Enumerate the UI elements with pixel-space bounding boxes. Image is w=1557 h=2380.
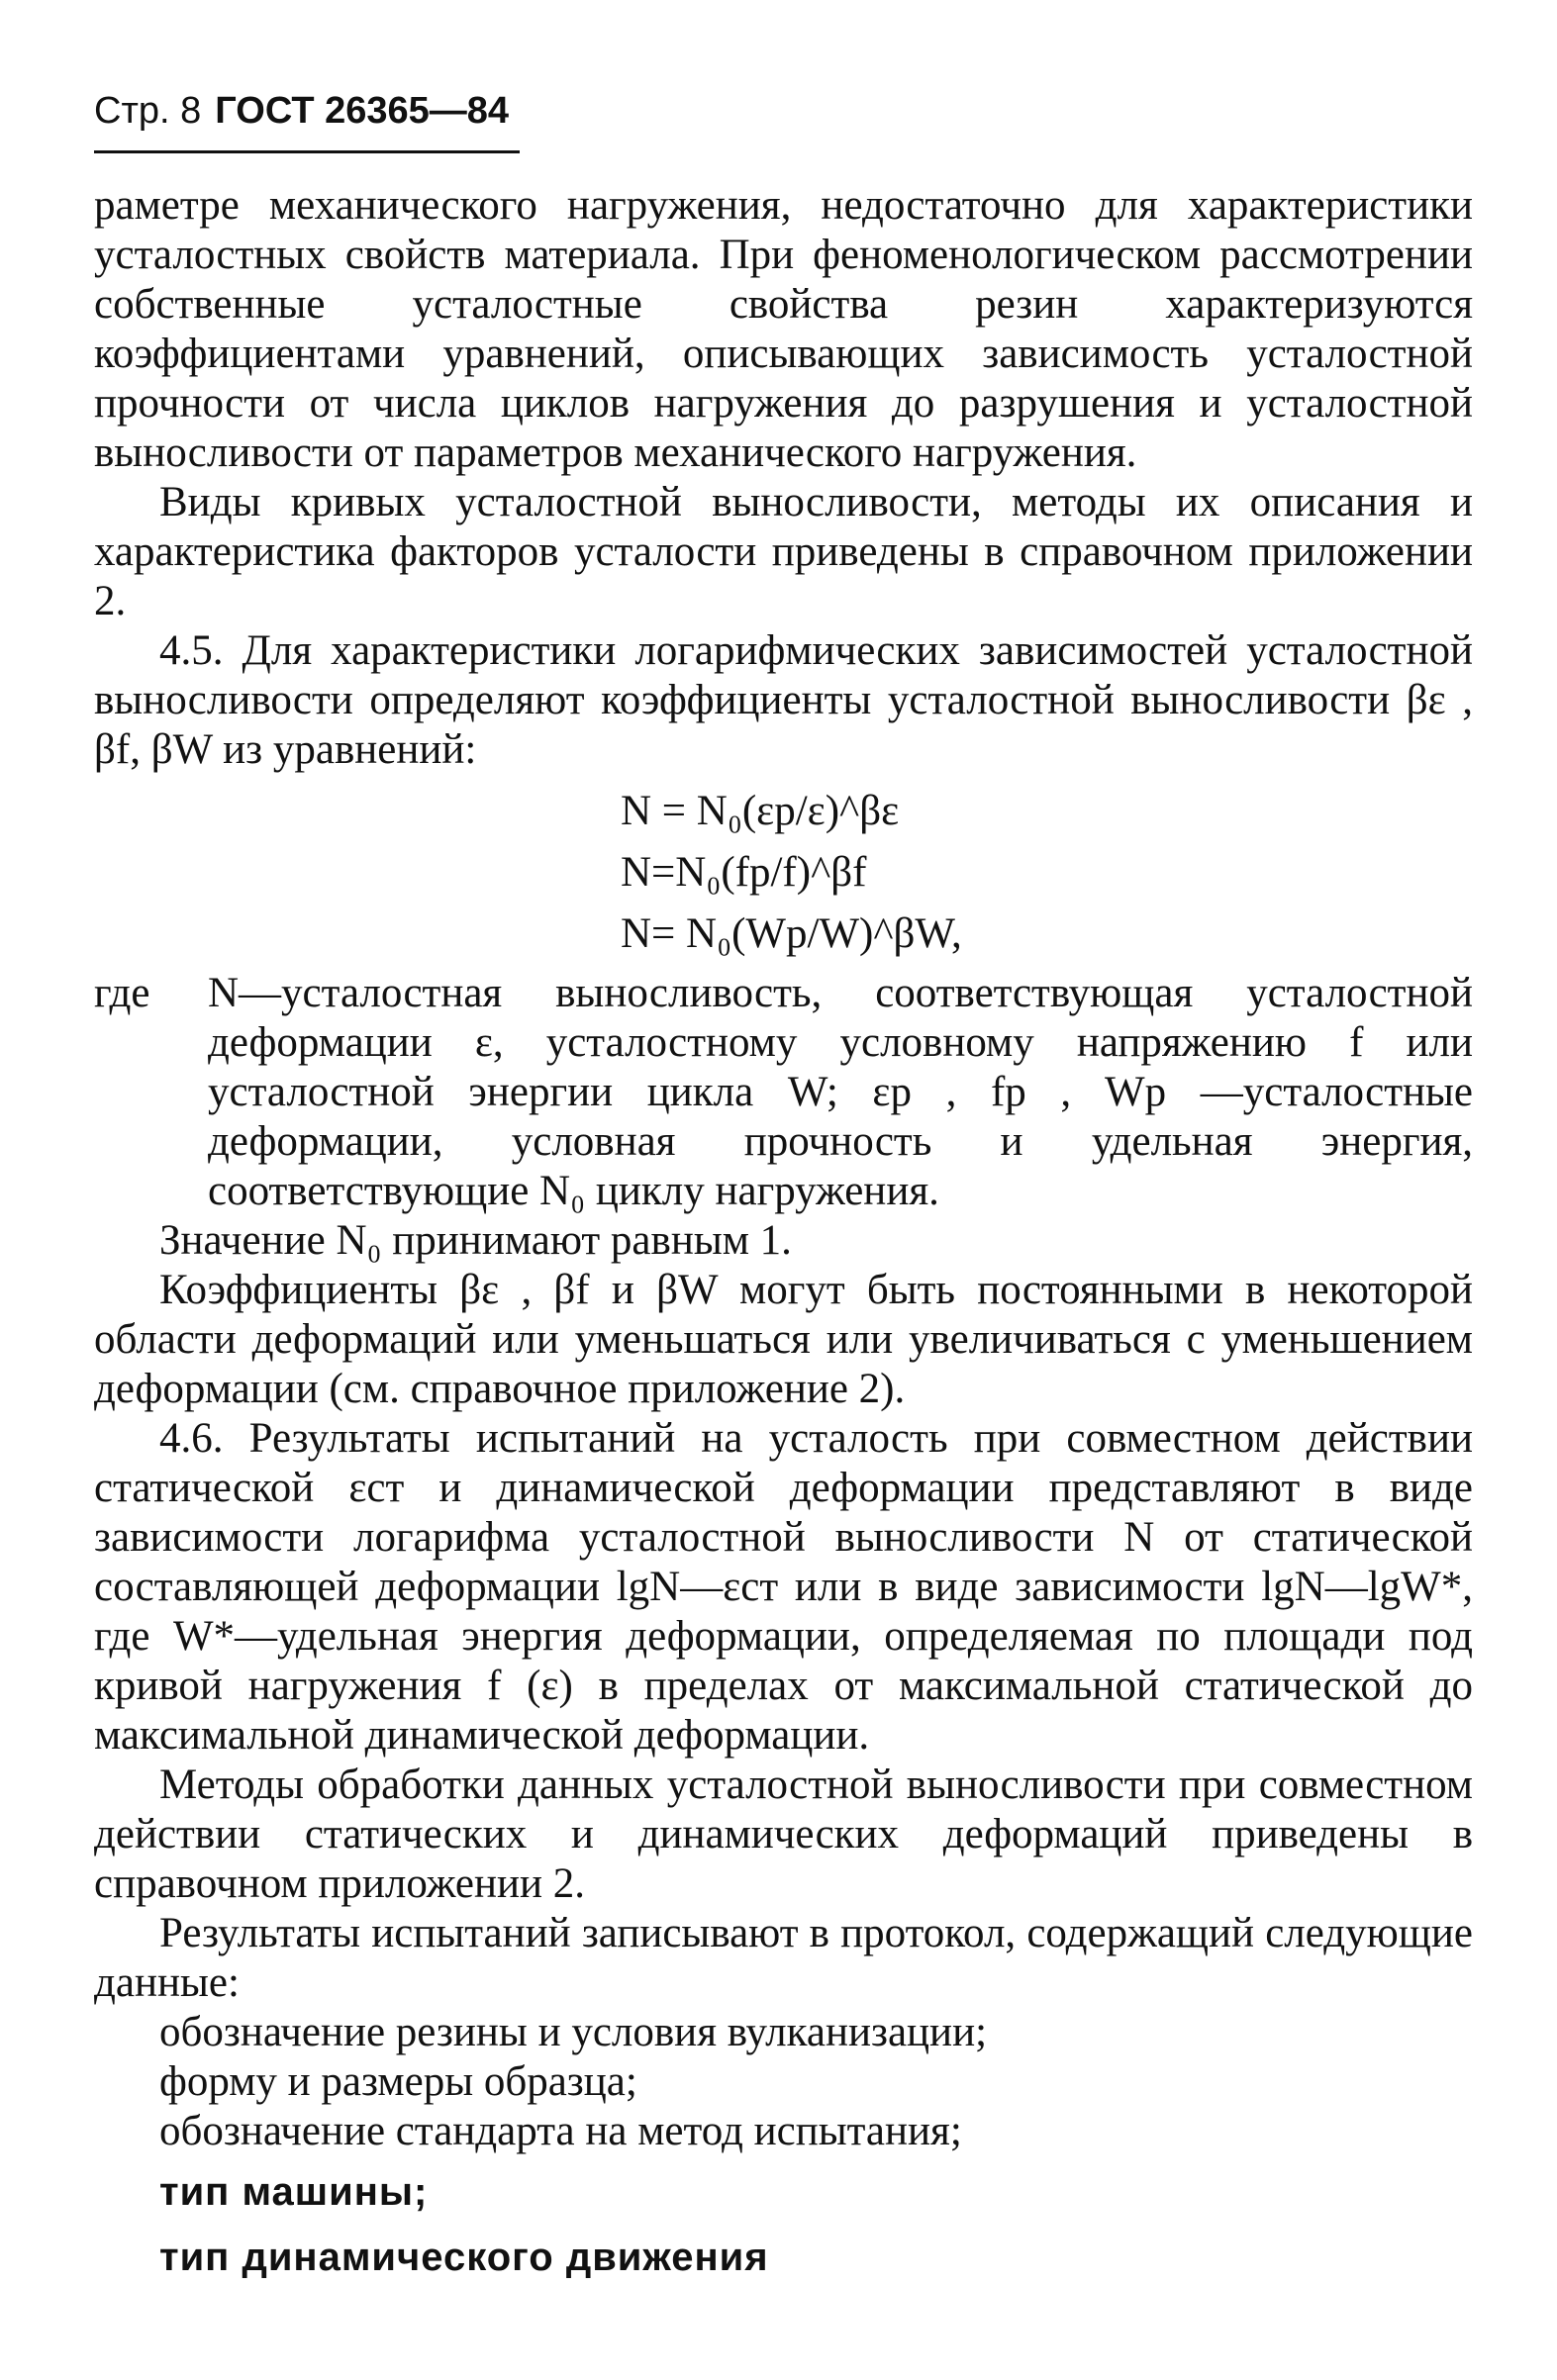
standard-number: ГОСТ 26365—84 [215,90,510,132]
list-item: обозначение резины и условия вулканизации; [159,2009,988,2055]
list-item: форму и размеры образца; [159,2058,637,2105]
paragraph-coefficients: Коэффициенты βε , βf и βW могут быть постоянными в некоторой области деформаций или уменьшаться или увеличиваться с уменьшением деформации (см. справочное приложение 2). [94,1267,1473,1412]
list-item: тип машины; [159,2170,429,2214]
where-definitions [94,969,1473,1216]
paragraph-processing-methods: Методы обработки данных усталостной выносливости при совместном действии статических и динамических деформаций приведены в справочном приложении 2. [94,1761,1473,1907]
where-text: N—усталостная выносливость, соответствующая усталостной деформации ε, усталостному условному напряжению f или усталостной энергии цикла W; εp , fp , Wp —усталостные деформации, условная прочность и удельная энергия, соответствующие N₀ циклу нагружения. [208,970,1473,1214]
paragraph-continuation: раметре механического нагружения, недостаточно для характеристики усталостных свойств материала. При феноменологическом рассмотрении собственные усталостные свойства резин характеризуются коэффициентами уравнений, описывающих зависимость усталостной прочности от числа циклов нагружения до разрушения и усталостной выносливости от параметров механического нагружения. [94,182,1473,476]
page-number: Стр. 8 [94,90,202,132]
equation-stress: N=N₀(fp/f)^βf [621,849,867,896]
where-label: где [94,970,150,1016]
list-item: обозначение стандарта на метод испытания; [159,2108,962,2154]
paragraph-fatigue-curves: Виды кривых усталостной выносливости, методы их описания и характеристика факторов усталости приведены в справочном приложении 2. [94,479,1473,624]
list-item: тип динамического движения [159,2236,769,2279]
paragraph-protocol: Результаты испытаний записывают в протокол, содержащий следующие данные: [94,1910,1473,2006]
equations-block [94,781,1473,965]
equation-strain: N = N₀(εp/ε)^βε [621,788,900,834]
equation-energy: N= N₀(Wp/W)^βW, [621,910,962,957]
paragraph-n0-value: Значение N₀ принимают равным 1. [159,1217,792,1264]
document-body [94,181,1473,2287]
page-header [94,87,509,135]
header-rule [94,150,520,153]
section-4-5: 4.5. Для характеристики логарифмических зависимостей усталостной выносливости определяют коэффициенты усталостной выносливости βε , βf, βW из уравнений: [94,627,1473,773]
section-4-6: 4.6. Результаты испытаний на усталость при совместном действии статической εст и динамической деформации представляют в виде зависимости логарифма усталостной выносливости N от статической составляющей деформации lgN—εст или в виде зависимости lgN—lgW*, где W*—удельная энергия деформации, определяемая по площади под кривой нагружения f (ε) в пределах от максимальной статической до максимальной динамической деформации. [94,1415,1473,1759]
